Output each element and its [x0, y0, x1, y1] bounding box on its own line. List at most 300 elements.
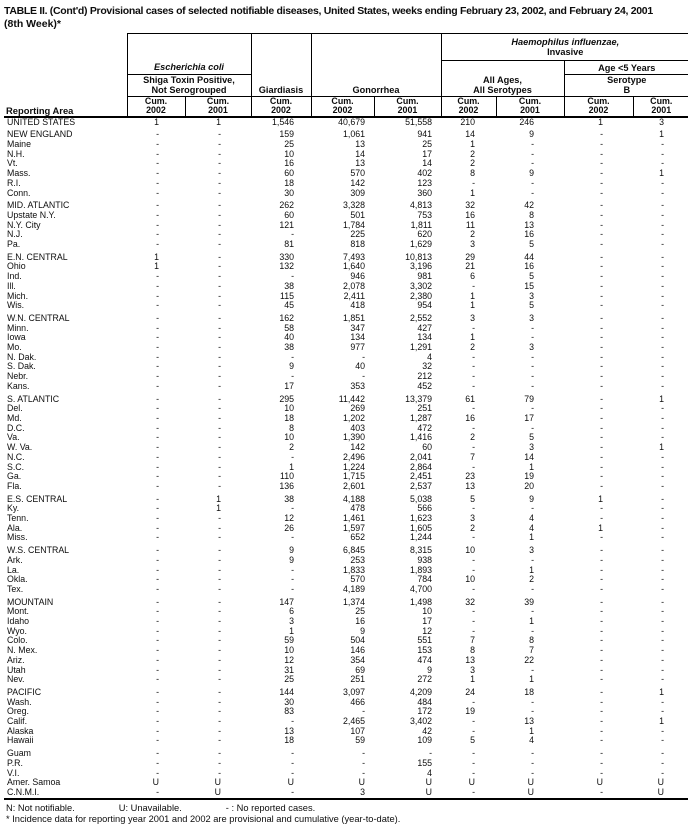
value-cell: - [661, 433, 665, 443]
value-cell: 38 [284, 281, 294, 291]
value-cell: 110 [279, 472, 294, 482]
value-cell: - [156, 281, 159, 291]
value-cell: U [425, 788, 432, 797]
value-cell: 946 [350, 272, 365, 282]
value-cell: - [661, 565, 665, 575]
value-cell: 3,097 [342, 687, 365, 697]
value-cell: - [156, 655, 159, 665]
value-cell: - [156, 749, 159, 759]
value-cell: - [661, 575, 665, 585]
value-cell: - [600, 472, 603, 482]
value-cell: 1 [598, 494, 603, 504]
value-cell: 551 [417, 636, 432, 646]
value-cell: - [661, 472, 665, 482]
value-cell: 7 [470, 452, 475, 462]
reporting-area-cell: S.C. [7, 462, 25, 472]
value-cell: 5 [529, 272, 534, 282]
value-cell: 4 [427, 768, 432, 778]
value-cell: - [600, 584, 603, 594]
table-row [4, 698, 688, 708]
value-cell: 251 [417, 404, 432, 414]
value-cell: - [531, 140, 534, 149]
value-cell: - [472, 323, 475, 333]
table-row [4, 736, 688, 746]
value-cell: - [156, 423, 159, 433]
value-cell: 142 [350, 443, 365, 453]
value-cell: - [218, 597, 221, 607]
value-cell: 30 [284, 188, 294, 198]
value-cell: - [156, 736, 159, 746]
value-cell: 14 [355, 149, 365, 159]
value-cell: - [600, 313, 603, 323]
reporting-area-cell: Mich. [7, 291, 29, 301]
value-cell: - [472, 443, 475, 453]
value-cell: 3 [659, 116, 665, 127]
reporting-area-cell: Okla. [7, 575, 28, 585]
value-cell: - [600, 607, 603, 617]
value-cell: 1 [470, 291, 475, 301]
value-cell: - [600, 178, 603, 188]
reporting-area-cell: S. Dak. [7, 362, 36, 372]
value-cell: 32 [465, 201, 475, 211]
value-cell: 147 [279, 597, 294, 607]
value-cell: 427 [417, 323, 432, 333]
value-cell: 42 [422, 726, 432, 736]
value-cell: - [156, 404, 159, 414]
value-cell: - [218, 372, 221, 382]
value-cell: 79 [524, 394, 534, 404]
value-cell: - [218, 159, 221, 169]
value-cell: - [531, 749, 534, 759]
value-cell: 172 [417, 707, 432, 717]
value-cell: - [218, 617, 221, 627]
value-cell: 2,451 [409, 472, 432, 482]
value-cell: 25 [284, 675, 294, 685]
notifiable-diseases-table [4, 33, 688, 800]
value-cell: 403 [350, 423, 365, 433]
value-cell: - [156, 130, 159, 140]
value-cell: 1 [529, 675, 534, 685]
value-cell: - [531, 149, 534, 159]
value-cell: - [156, 413, 159, 423]
value-cell: 123 [417, 178, 432, 188]
value-cell: - [661, 343, 665, 353]
value-cell: - [661, 726, 665, 736]
value-cell: 10 [284, 433, 294, 443]
value-cell: - [661, 494, 665, 504]
reporting-area-cell: Wash. [7, 697, 32, 707]
table-row [4, 495, 688, 505]
value-cell: 3,302 [409, 281, 432, 291]
table-row [4, 788, 688, 799]
value-cell: 3 [470, 514, 475, 524]
reporting-area-cell: Ala. [7, 523, 23, 533]
table-row [4, 179, 688, 189]
value-cell: 9 [289, 555, 294, 565]
value-cell: 1 [659, 394, 665, 404]
value-cell: 504 [350, 636, 365, 646]
value-cell: - [661, 514, 665, 524]
reporting-area-cell: Nebr. [7, 372, 29, 382]
header-spacer [251, 34, 311, 61]
value-cell: 39 [524, 597, 534, 607]
value-cell: - [661, 352, 665, 362]
value-cell: - [218, 726, 221, 736]
value-cell: 402 [417, 169, 432, 179]
value-cell: - [156, 220, 159, 230]
reporting-area-cell: Ill. [7, 281, 16, 291]
value-cell: 9 [427, 665, 432, 675]
table-row [4, 524, 688, 534]
value-cell: 1,851 [342, 313, 365, 323]
table-row [4, 211, 688, 221]
value-cell: 478 [350, 504, 365, 514]
value-cell: 2 [470, 433, 475, 443]
value-cell: 3 [470, 313, 475, 323]
value-cell: - [218, 523, 221, 533]
value-cell: - [600, 343, 603, 353]
value-cell: 3 [529, 343, 534, 353]
value-cell: - [600, 201, 603, 211]
reporting-area-cell: Fla. [7, 481, 22, 491]
value-cell: 1 [659, 443, 665, 453]
value-cell: - [600, 697, 603, 707]
value-cell: 1 [598, 523, 603, 533]
value-cell: 8 [470, 169, 475, 179]
value-cell: - [600, 323, 603, 333]
value-cell: 40 [355, 362, 365, 372]
value-cell: 8 [529, 210, 534, 220]
value-cell: - [661, 281, 665, 291]
table-row [4, 472, 688, 482]
reporting-area-header: Reporting Area [4, 34, 127, 117]
table-row [4, 140, 688, 150]
table-row [4, 707, 688, 717]
value-cell: - [156, 607, 159, 617]
value-cell: 1,244 [409, 533, 432, 543]
value-cell: 251 [350, 675, 365, 685]
value-cell: 14 [422, 159, 432, 169]
value-cell: 107 [350, 726, 365, 736]
value-cell: - [600, 452, 603, 462]
table-row [4, 221, 688, 231]
value-cell: - [661, 201, 665, 211]
header-spacer [251, 61, 311, 75]
value-cell: - [600, 252, 603, 262]
value-cell: - [156, 343, 159, 353]
value-cell: - [218, 758, 221, 768]
value-cell: 484 [417, 697, 432, 707]
table-row [4, 201, 688, 211]
value-cell: - [218, 210, 221, 220]
value-cell: 1 [470, 188, 475, 198]
value-cell: - [661, 291, 665, 301]
value-cell: - [218, 533, 221, 543]
value-cell: 1 [598, 116, 603, 127]
value-cell: 1,390 [342, 433, 365, 443]
value-cell: 10 [465, 546, 475, 556]
value-cell: - [600, 768, 603, 778]
value-cell: 1,287 [409, 413, 432, 423]
value-cell: 19 [524, 472, 534, 482]
value-cell: 5 [529, 240, 534, 250]
table-row [4, 769, 688, 779]
table-row [4, 424, 688, 434]
header-spacer [127, 34, 251, 61]
value-cell: 9 [289, 362, 294, 372]
table-title [4, 5, 685, 30]
value-cell: - [156, 665, 159, 675]
value-cell: - [472, 697, 475, 707]
value-cell: - [531, 665, 534, 675]
value-cell: - [156, 726, 159, 736]
value-cell: - [531, 626, 534, 636]
value-cell: - [600, 433, 603, 443]
value-cell: - [472, 788, 475, 797]
value-cell: - [600, 646, 603, 656]
value-cell: - [661, 323, 665, 333]
value-cell: - [218, 546, 221, 556]
value-cell: 1 [154, 262, 159, 272]
value-cell: 938 [417, 555, 432, 565]
value-cell: 2,552 [409, 313, 432, 323]
value-cell: 4,188 [342, 494, 365, 504]
value-cell: - [472, 607, 475, 617]
value-cell: 134 [350, 333, 365, 343]
value-cell: - [156, 240, 159, 250]
table-row [4, 575, 688, 585]
value-cell: 295 [279, 394, 294, 404]
value-cell: U [152, 778, 159, 788]
reporting-area-cell: Alaska [7, 726, 34, 736]
value-cell: - [661, 626, 665, 636]
value-cell: - [362, 768, 365, 778]
cum-header: Cum. 2002 [441, 97, 496, 117]
value-cell: 6,845 [342, 546, 365, 556]
reporting-area-cell: W.S. CENTRAL [7, 546, 70, 556]
value-cell: 570 [350, 169, 365, 179]
value-cell: - [156, 352, 159, 362]
value-cell: - [600, 736, 603, 746]
value-cell: - [291, 758, 294, 768]
value-cell: 20 [524, 481, 534, 491]
footnote-n: N: Not notifiable. [6, 802, 75, 813]
age-under5-header: Age <5 Years [564, 61, 688, 75]
reporting-area-cell: Del. [7, 404, 23, 414]
value-cell: - [600, 262, 603, 272]
value-cell: 23 [465, 472, 475, 482]
value-cell: - [600, 717, 603, 727]
value-cell: - [661, 597, 665, 607]
value-cell: 1 [529, 726, 534, 736]
value-cell: - [218, 575, 221, 585]
value-cell: 5 [470, 736, 475, 746]
value-cell: - [600, 413, 603, 423]
value-cell: - [218, 272, 221, 282]
value-cell: - [156, 372, 159, 382]
value-cell: - [218, 201, 221, 211]
value-cell: 1,416 [409, 433, 432, 443]
table-row [4, 230, 688, 240]
value-cell: 83 [284, 707, 294, 717]
value-cell: 784 [417, 575, 432, 585]
value-cell: 8,315 [409, 546, 432, 556]
value-cell: - [156, 523, 159, 533]
value-cell: - [661, 584, 665, 594]
value-cell: - [291, 372, 294, 382]
value-cell: - [600, 655, 603, 665]
value-cell: 1,784 [342, 220, 365, 230]
value-cell: 13 [284, 726, 294, 736]
value-cell: U [214, 778, 221, 788]
value-cell: - [661, 301, 665, 311]
value-cell: 3,328 [342, 201, 365, 211]
table-row [4, 453, 688, 463]
value-cell: - [156, 636, 159, 646]
value-cell: 2 [529, 575, 534, 585]
value-cell: 16 [284, 159, 294, 169]
value-cell: - [218, 140, 221, 149]
value-cell: - [218, 333, 221, 343]
value-cell: - [661, 262, 665, 272]
reporting-area-cell: Oreg. [7, 707, 30, 717]
table-body [4, 117, 688, 799]
value-cell: - [218, 343, 221, 353]
value-cell: - [661, 481, 665, 491]
value-cell: U [657, 788, 665, 797]
value-cell: 466 [350, 697, 365, 707]
value-cell: 16 [524, 262, 534, 272]
value-cell: 347 [350, 323, 365, 333]
value-cell: - [472, 362, 475, 372]
value-cell: 652 [350, 533, 365, 543]
value-cell: 3 [529, 291, 534, 301]
value-cell: - [362, 372, 365, 382]
reporting-area-cell: Ind. [7, 272, 22, 282]
value-cell: - [600, 291, 603, 301]
value-cell: 9 [529, 130, 534, 140]
value-cell: 4 [529, 523, 534, 533]
value-cell: - [531, 504, 534, 514]
value-cell: 1,811 [410, 220, 432, 230]
value-cell: 32 [465, 597, 475, 607]
reporting-area-cell: D.C. [7, 423, 25, 433]
value-cell: U [527, 788, 534, 797]
value-cell: - [600, 394, 603, 404]
cum-header: Cum. 2002 [564, 97, 633, 117]
value-cell: 44 [524, 252, 534, 262]
value-cell: - [661, 230, 665, 240]
value-cell: - [472, 626, 475, 636]
value-cell: 452 [417, 381, 432, 391]
reporting-area-cell: N.H. [7, 149, 25, 159]
value-cell: - [218, 607, 221, 617]
value-cell: - [661, 607, 665, 617]
value-cell: - [218, 749, 221, 759]
value-cell: 474 [417, 655, 432, 665]
value-cell: 153 [417, 646, 432, 656]
value-cell: 2 [289, 443, 294, 453]
value-cell: - [218, 433, 221, 443]
reporting-area-cell: NEW ENGLAND [7, 130, 73, 140]
reporting-area-cell: Amer. Samoa [7, 778, 61, 788]
value-cell: - [218, 707, 221, 717]
value-cell: - [218, 665, 221, 675]
value-cell: - [218, 675, 221, 685]
reporting-area-cell: Ga. [7, 472, 22, 482]
value-cell: - [291, 565, 294, 575]
value-cell: 15 [524, 281, 534, 291]
value-cell: 1,224 [342, 462, 365, 472]
bottom-rule [4, 799, 688, 800]
value-cell: - [600, 726, 603, 736]
footnote-u: U: Unavailable. [118, 802, 182, 813]
value-cell: 1 [470, 301, 475, 311]
value-cell: - [156, 494, 159, 504]
value-cell: - [600, 159, 603, 169]
value-cell: 2,380 [409, 291, 432, 301]
value-cell: - [531, 758, 534, 768]
table-row [4, 482, 688, 492]
reporting-area-cell: Minn. [7, 323, 29, 333]
value-cell: - [600, 546, 603, 556]
value-cell: 18 [284, 413, 294, 423]
value-cell: - [218, 149, 221, 159]
value-cell: - [600, 301, 603, 311]
reporting-area-cell: Hawaii [7, 736, 34, 746]
value-cell: - [156, 758, 159, 768]
value-cell: - [531, 607, 534, 617]
value-cell: - [661, 523, 665, 533]
value-cell: 12 [422, 626, 432, 636]
value-cell: 1 [529, 617, 534, 627]
table-row [4, 169, 688, 179]
value-cell: 69 [355, 665, 365, 675]
reporting-area-cell: Pa. [7, 240, 21, 250]
cum-header: Cum. 2001 [374, 97, 441, 117]
value-cell: 1,833 [342, 565, 365, 575]
value-cell: - [218, 443, 221, 453]
value-cell: - [661, 655, 665, 665]
value-cell: - [661, 333, 665, 343]
reporting-area-cell: MOUNTAIN [7, 597, 54, 607]
value-cell: - [600, 707, 603, 717]
value-cell: - [661, 665, 665, 675]
cum-header: Cum. 2002 [127, 97, 185, 117]
value-cell: 26 [284, 523, 294, 533]
value-cell: - [291, 452, 294, 462]
reporting-area-cell: Idaho [7, 617, 30, 627]
reporting-area-cell: Wyo. [7, 626, 27, 636]
reporting-area-cell: Guam [7, 749, 31, 759]
value-cell: 5 [529, 301, 534, 311]
value-cell: - [156, 230, 159, 240]
value-cell: - [661, 758, 665, 768]
value-cell: - [531, 707, 534, 717]
value-cell: - [600, 533, 603, 543]
value-cell: 566 [417, 504, 432, 514]
reporting-area-cell: Vt. [7, 159, 18, 169]
value-cell: - [218, 768, 221, 778]
value-cell: - [218, 130, 221, 140]
value-cell: 4 [529, 514, 534, 524]
value-cell: - [218, 717, 221, 727]
value-cell: - [661, 372, 665, 382]
value-cell: 1 [154, 116, 159, 127]
value-cell: 9 [360, 626, 365, 636]
value-cell: 6 [289, 607, 294, 617]
value-cell: - [600, 130, 603, 140]
